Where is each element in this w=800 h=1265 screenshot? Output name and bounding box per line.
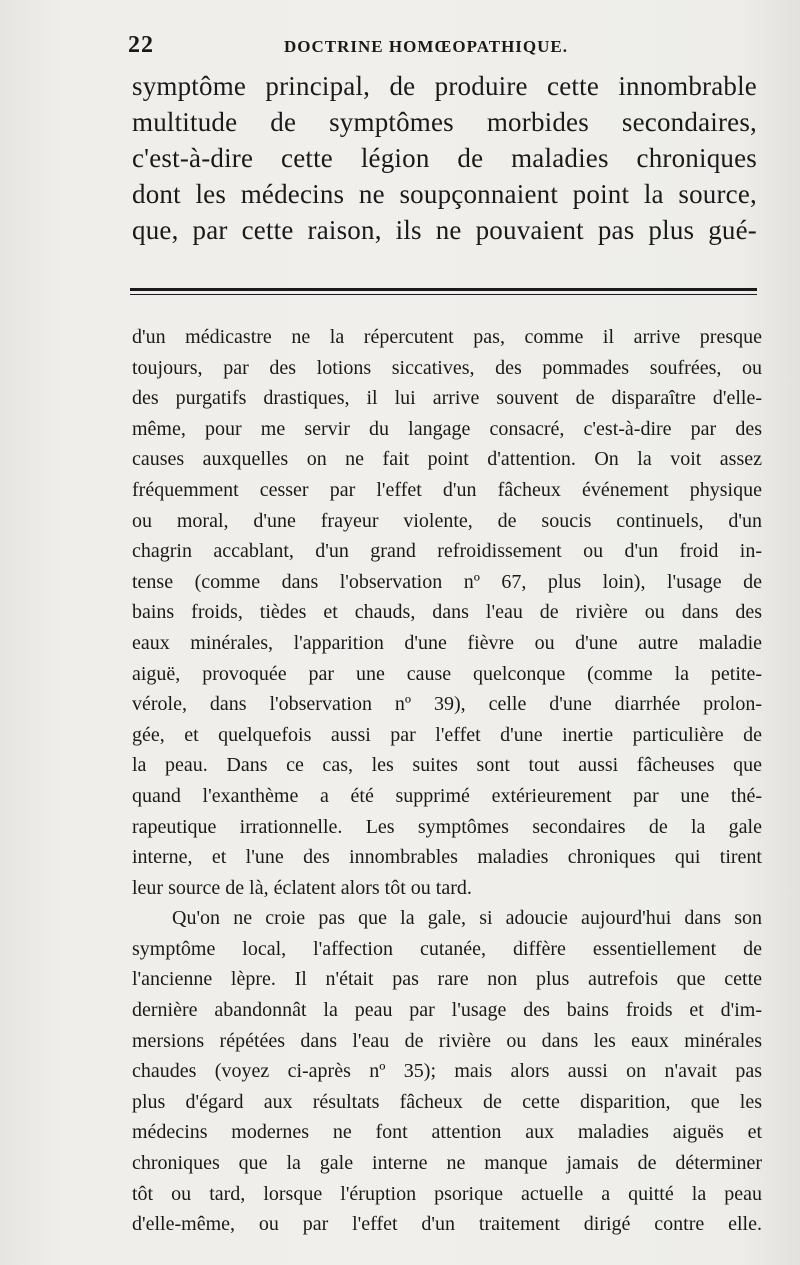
footnote-line: quand l'exanthème a été supprimé extérieurement par une thé- <box>132 784 762 807</box>
main-text-line: c'est-à-dire cette légion de maladies chroniques <box>132 143 757 173</box>
footnote-line: symptôme local, l'affection cutanée, diffère essentiellement de <box>132 937 762 960</box>
footnote-line: plus d'égard aux résultats fâcheux de cette disparition, que les <box>132 1090 762 1113</box>
footnote-line: des purgatifs drastiques, il lui arrive souvent de disparaître d'elle- <box>132 387 762 410</box>
footnote-line: causes auxquelles on ne fait point d'attention. On la voit assez <box>132 448 762 471</box>
footnote-line: vérole, dans l'observation nº 39), celle d'une diarrhée prolon- <box>132 693 762 716</box>
main-text-line: dont les médecins ne soupçonnaient point la source, <box>132 179 757 209</box>
footnote-line: la peau. Dans ce cas, les suites sont tout aussi fâcheuses que <box>132 754 762 777</box>
page-header <box>128 30 760 60</box>
main-text-line: que, par cette raison, ils ne pouvaient pas plus gué- <box>132 215 757 245</box>
footnote-line: d'elle-même, ou par l'effet d'un traitement dirigé contre elle. <box>132 1213 762 1236</box>
footnote-paragraph-2 <box>132 903 762 1240</box>
footnote-line: l'ancienne lèpre. Il n'était pas rare non plus autrefois que cette <box>132 968 762 991</box>
footnote-line: gée, et quelquefois aussi par l'effet d'une inertie particulière de <box>132 723 762 746</box>
footnote-line: eaux minérales, l'apparition d'une fièvre ou d'une autre maladie <box>132 631 762 654</box>
footnote-line: tôt ou tard, lorsque l'éruption psorique actuelle a quitté la peau <box>132 1182 762 1205</box>
main-text <box>132 68 757 248</box>
main-text-line: multitude de symptômes morbides secondaires, <box>132 107 757 137</box>
footnote-line: d'un médicastre ne la répercutent pas, comme il arrive presque <box>132 326 762 348</box>
running-title: DOCTRINE HOMŒOPATHIQUE. <box>284 37 568 56</box>
footnote-line: leur source de là, éclatent alors tôt ou tard. <box>132 876 472 899</box>
footnote-paragraph-1 <box>132 322 762 903</box>
footnote-line: rapeutique irrationnelle. Les symptômes secondaires de la gale <box>132 815 762 838</box>
footnote-line: médecins modernes ne font attention aux maladies aiguës et <box>132 1121 762 1144</box>
footnote <box>132 322 762 1240</box>
footnote-line: tense (comme dans l'observation nº 67, plus loin), l'usage de <box>132 570 762 593</box>
footnote-line: interne, et l'une des innombrables maladies chroniques qui tirent <box>132 846 762 869</box>
footnote-line: chagrin accablant, d'un grand refroidissement ou d'un froid in- <box>132 540 762 563</box>
footnote-line: mersions répétées dans l'eau de rivière ou dans les eaux minérales <box>132 1029 762 1052</box>
footnote-line: ou moral, d'une frayeur violente, de soucis continuels, d'un <box>132 509 762 532</box>
footnote-line: chroniques que la gale interne ne manque jamais de déterminer <box>132 1152 762 1175</box>
footnote-line: Qu'on ne croie pas que la gale, si adoucie aujourd'hui dans son <box>172 907 762 930</box>
page-number: 22 <box>128 32 154 58</box>
footnote-separator-rule <box>130 288 757 296</box>
footnote-line: fréquemment cesser par l'effet d'un fâcheux événement physique <box>132 478 762 501</box>
footnote-line: bains froids, tièdes et chauds, dans l'eau de rivière ou dans des <box>132 601 762 624</box>
separator-thick-line <box>130 288 757 291</box>
separator-thin-line <box>130 294 757 295</box>
footnote-line: même, pour me servir du langage consacré, c'est-à-dire par des <box>132 417 762 440</box>
footnote-line: dernière abandonnât la peau par l'usage des bains froids et d'im- <box>132 999 762 1022</box>
footnote-line: aiguë, provoquée par une cause quelconque (comme la petite- <box>132 662 762 685</box>
main-text-line: symptôme principal, de produire cette innombrable <box>132 71 757 101</box>
footnote-line: toujours, par des lotions siccatives, des pommades soufrées, ou <box>132 356 762 379</box>
footnote-line: chaudes (voyez ci-après nº 35); mais alors aussi on n'avait pas <box>132 1060 762 1083</box>
